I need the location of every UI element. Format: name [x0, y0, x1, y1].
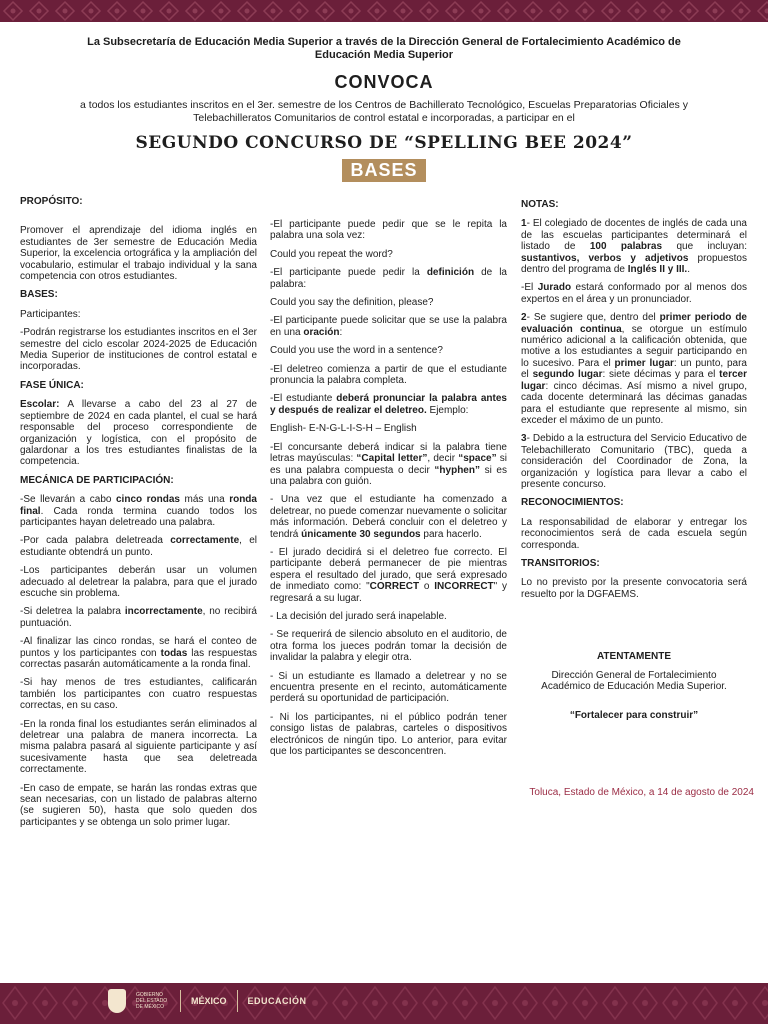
footer-logos	[108, 989, 307, 1013]
rule-item: - La decisión del jurado será inapelable.	[270, 610, 447, 622]
mexico-logo: MÉXICO	[191, 996, 227, 1006]
mecanica-item: -Por cada palabra deletreada correctamente, el estudiante obtendrá un punto.	[20, 535, 257, 558]
rule-item: - Se requerirá de silencio absoluto en el auditorio, de otra forma los jueces podrán tomar la decisión de invalidar la palabra y elegir otra.	[270, 629, 507, 664]
rule-item: - Ni los participantes, ni el público podrán tener consigo listas de palabras, carteles o dispositivos electrónicos de ningún tipo. Lo anterior, para evitar que los participantes se desconcentren.	[270, 711, 507, 758]
spelling-example: English- E-N-G-L-I-S-H – English	[270, 423, 417, 435]
rule-item: -El estudiante deberá pronunciar la palabra antes y después de realizar el deletreo. Ejemplo:	[270, 393, 507, 416]
rule-item: -El deletreo comienza a partir de que el estudiante pronuncia la palabra completa.	[270, 363, 507, 387]
transitorios-heading: TRANSITORIOS:	[521, 557, 600, 569]
reconocimientos-text: La responsabilidad de elaborar y entregar los reconocimientos será de cada escuela según corresponda.	[521, 516, 747, 551]
state-shield-icon	[108, 989, 126, 1013]
jurado-text: -El Jurado estará conformado por al menos dos expertos en el área y un pronunciador.	[521, 282, 747, 305]
rule-item: - Una vez que el estudiante ha comenzado a deletrear, no puede comenzar nuevamente o solicitar más información. Deberá concluir con el deletreo y tendrá únicamente 30 segundos para hacerlo.	[270, 494, 507, 540]
contest-title: SEGUNDO CONCURSO DE “SPELLING BEE 2024”	[135, 133, 633, 153]
bases-heading: BASES:	[20, 289, 58, 301]
pattern-graphic	[0, 0, 768, 22]
phrase-example: Could you use the word in a sentence?	[270, 345, 443, 357]
rule-item: - El jurado decidirá si el deletreo fue correcto. El participante deberá permanecer de pie mientras espera el resultado del jurado, que será expresado de inmediato como: "CORRECT o INCORRECT" y regresará a su lugar.	[270, 546, 508, 604]
mecanica-item: -En caso de empate, se harán las rondas extras que sean necesarias, con un listado de palabras alterno (se sugieren 50), hasta que solo queden dos participantes y se obtenga un solo primer lugar.	[20, 782, 257, 828]
transitorios-text: Lo no previsto por la presente convocatoria será resuelto por la DGFAEMS.	[521, 577, 747, 600]
proposito-text: Promover el aprendizaje del idioma inglés en estudiantes de 3er semestre de Educación Media Superior, la excelencia ortográfica y la ampliación del vocabulario, estimular el trabajo individual y la sana competencia con otros estudiantes.	[20, 225, 257, 283]
educacion-logo: EDUCACIÓN	[247, 996, 307, 1006]
registro-text: -Podrán registrarse los estudiantes inscritos en el 3er semestre del ciclo escolar 2024-2025 de Educación Media Superior de instituciones de control estatal e incorporadas.	[20, 327, 257, 373]
phrase-example: Could you say the definition, please?	[270, 297, 434, 309]
header	[0, 36, 768, 182]
escolar-text: Escolar: A llevarse a cabo del 23 al 27 de septiembre de 2024 en cada plantel, el cual se hará responsable del proceso correspondiente de organización y logística, con el propósito de galardonar a los tres estudiantes finalistas de la competencia.	[20, 399, 257, 468]
mecanica-item: -Si deletrea la palabra incorrectamente, no recibirá puntuación.	[20, 606, 257, 629]
notas-heading: NOTAS:	[521, 199, 559, 210]
participantes-text: Participantes:	[20, 308, 81, 320]
mecanica-heading: MECÁNICA DE PARTICIPACIÓN:	[20, 474, 174, 486]
atentamente-label: ATENTAMENTE	[596, 651, 672, 663]
firma-text: Dirección General de Fortalecimiento Académico de Educación Media Superior.	[541, 669, 727, 692]
divider	[180, 990, 181, 1012]
proposito-heading: PROPÓSITO:	[20, 196, 83, 207]
mecanica-item: -Si hay menos de tres estudiantes, calificarán también los participantes con cuatro respuestas correctas, en su caso.	[20, 677, 257, 712]
rule-item: -El participante puede pedir que se le repita la palabra una sola vez:	[270, 219, 507, 242]
phrase-example: Could you repeat the word?	[270, 248, 393, 260]
reconocimientos-heading: RECONOCIMIENTOS:	[521, 497, 624, 509]
column-left	[20, 196, 257, 835]
mecanica-item: -En la ronda final los estudiantes serán eliminados al deletrear una palabra de manera incorrecta. La misma palabra pasará al siguiente participante y así sucesivamente hasta que sea deletreada correctamente.	[20, 718, 257, 776]
rule-item: - Si un estudiante es llamado a deletrear y no se encuentra presente en el recinto, automáticamente perderá su oportunidad de participación.	[270, 670, 507, 705]
rule-item: -El participante puede solicitar que se use la palabra en una oración:	[270, 315, 507, 338]
fecha-text: Toluca, Estado de México, a 14 de agosto de 2024	[529, 786, 754, 798]
bases-badge: BASES	[342, 159, 425, 182]
state-logo-text: GOBIERNO DEL ESTADO DE MÉXICO	[136, 992, 168, 1010]
nota-3: 3- Debido a la estructura del Servicio Educativo de Telebachillerato Comunitario (TBC), queda a consideración del Coordinador de Zona, la organización y logística para llevar a cabo el presente concurso.	[521, 433, 747, 490]
convoca-title: CONVOCA	[334, 72, 434, 92]
rule-item: -El participante puede pedir la definición de la palabra:	[270, 267, 507, 290]
divider	[237, 990, 238, 1012]
mecanica-item: -Los participantes deberán usar un volumen adecuado al deletrear la palabra, para que el jurado escuche sin problema.	[20, 565, 257, 599]
nota-2: 2- Se sugiere que, dentro del primer periodo de evaluación continua, se otorgue un estímulo numérico adicional a la calificación obtenida, que motive a los estudiantes a seguir participando en lo sucesivo. Para el primer lugar: un punto, para el segundo lugar: siete décimas y para el tercer lugar: cinco décimas. Así mismo a nivel grupo, cada docente determinará las décimas ganadas para el estudiante que represente al mismo, sin exceder el máximo de un punto.	[521, 312, 747, 426]
nota-1: 1- El colegiado de docentes de inglés de cada una de las escuelas participantes determinará el listado de 100 palabras que incluyan: sustantivos, verbos y adjetivos propuestos dentro del programa de Inglés II y III..	[521, 218, 747, 276]
intro-text: a todos los estudiantes inscritos en el 3er. semestre de los Centros de Bachillerato Tecnológico, Escuelas Preparatorias Oficiales y Telebachilleratos Comunitarios de control estatal e incorporadas, a participar en el	[80, 99, 688, 124]
lema-text: “Fortalecer para construir”	[569, 710, 699, 722]
column-middle	[270, 219, 507, 764]
rule-item: -El concursante deberá indicar si la palabra tiene letras mayúsculas: “Capital letter”, decir “space” si es una palabra compuesta o decir “hyphen” si es una palabra con guión.	[270, 441, 507, 487]
fase-heading: FASE ÚNICA:	[20, 379, 84, 391]
mecanica-item: -Se llevarán a cabo cinco rondas más una ronda final. Cada ronda termina cuando todos los participantes hayan deletreado una palabra.	[20, 494, 257, 528]
mecanica-item: -Al finalizar las cinco rondas, se hará el conteo de puntos y los participantes con todas las respuestas correctas pasarán automáticamente a la ronda final.	[20, 636, 257, 670]
column-right	[521, 199, 754, 805]
top-decorative-band	[0, 0, 768, 22]
subsecretaria-text: La Subsecretaría de Educación Media Superior a través de la Dirección General de Fortalecimiento Académico de Educación Media Superior	[87, 36, 681, 61]
